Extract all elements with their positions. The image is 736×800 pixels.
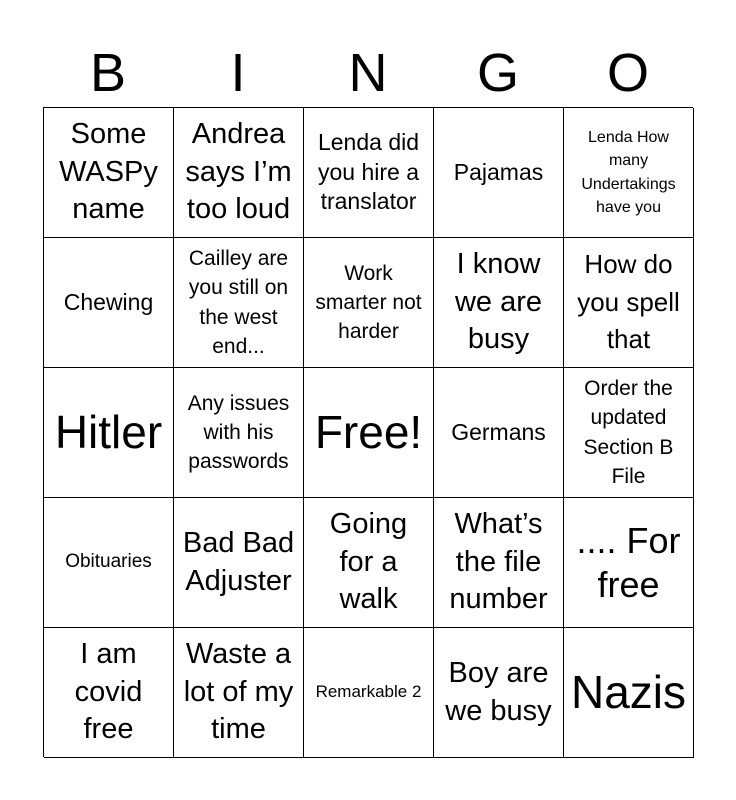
- cell-text: Pajamas: [453, 158, 544, 185]
- cell-text: Boy are we busy: [445, 656, 552, 727]
- bingo-cell[interactable]: [174, 628, 304, 758]
- header-letter-n: N: [348, 43, 388, 103]
- cell-text: Obituaries: [65, 551, 152, 573]
- bingo-cell free-space[interactable]: [304, 368, 434, 498]
- cell-text: .... For free: [576, 520, 681, 605]
- bingo-cell[interactable]: [44, 238, 174, 368]
- cell-text: Order the updated Section B File: [583, 377, 674, 488]
- bingo-cell[interactable]: [434, 498, 564, 628]
- bingo-card-grid: [43, 107, 693, 757]
- cell-text: Bad Bad Adjuster: [182, 526, 295, 597]
- free-space-text: Free!: [314, 406, 423, 459]
- cell-text: Remarkable 2: [315, 682, 422, 702]
- bingo-cell[interactable]: [174, 238, 304, 368]
- bingo-cell[interactable]: [44, 108, 174, 238]
- cell-text: Lenda How many Undertakings have you: [581, 129, 676, 216]
- cell-text: Hitler: [54, 406, 163, 459]
- header-letter-g: G: [476, 43, 519, 103]
- cell-text: Work smarter not harder: [315, 261, 422, 344]
- bingo-cell[interactable]: [564, 498, 694, 628]
- header-letter-o: O: [606, 43, 649, 103]
- bingo-cell[interactable]: [304, 498, 434, 628]
- bingo-cell[interactable]: [434, 368, 564, 498]
- cell-text: Lenda did you hire a translator: [317, 128, 420, 215]
- bingo-cell[interactable]: [304, 628, 434, 758]
- bingo-cell[interactable]: [44, 498, 174, 628]
- cell-text: I am covid free: [74, 637, 143, 746]
- cell-text: What’s the file number: [449, 507, 548, 616]
- cell-text: I know we are busy: [454, 247, 543, 356]
- cell-text: Going for a walk: [329, 507, 408, 616]
- cell-text: Andrea says I’m too loud: [185, 117, 292, 226]
- bingo-cell[interactable]: [174, 498, 304, 628]
- bingo-cell[interactable]: [434, 108, 564, 238]
- header-letter-i: I: [230, 43, 246, 103]
- cell-text: How do you spell that: [577, 248, 680, 355]
- cell-text: Nazis: [570, 666, 687, 719]
- bingo-cell[interactable]: [564, 628, 694, 758]
- bingo-cell[interactable]: [44, 368, 174, 498]
- bingo-cell[interactable]: [434, 628, 564, 758]
- cell-text: Waste a lot of my time: [183, 637, 294, 746]
- bingo-cell[interactable]: [174, 368, 304, 498]
- bingo-cell[interactable]: [564, 238, 694, 368]
- header-letter-b: B: [89, 43, 127, 103]
- cell-text: Some WASPy name: [59, 117, 158, 226]
- bingo-header: [43, 40, 693, 106]
- bingo-cell[interactable]: [304, 238, 434, 368]
- cell-text: Germans: [451, 418, 546, 445]
- cell-text: Chewing: [63, 288, 154, 315]
- bingo-cell[interactable]: [304, 108, 434, 238]
- cell-text: Any issues with his passwords: [187, 391, 290, 474]
- bingo-cell[interactable]: [44, 628, 174, 758]
- bingo-cell[interactable]: [434, 238, 564, 368]
- bingo-cell[interactable]: [174, 108, 304, 238]
- bingo-cell[interactable]: [564, 368, 694, 498]
- bingo-cell[interactable]: [564, 108, 694, 238]
- cell-text: Cailley are you still on the west end...: [188, 247, 289, 358]
